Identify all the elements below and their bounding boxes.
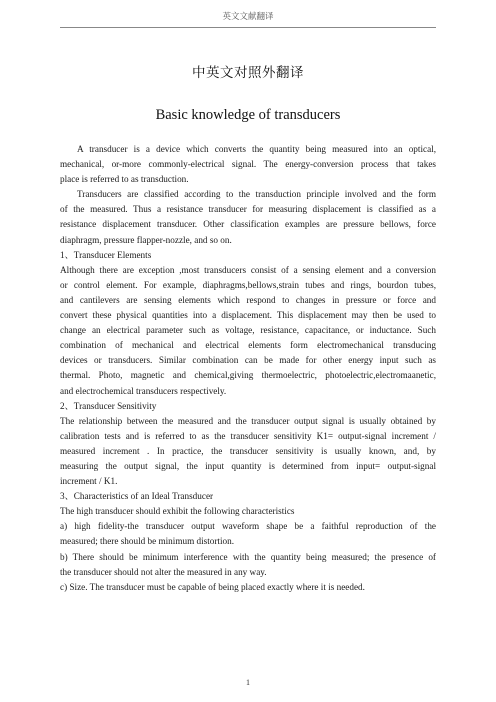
text-line: mechanical, or-more commonly-electrical signal. The energy-conversion process that takes <box>60 159 436 170</box>
heading-ideal-transducer <box>60 489 436 504</box>
section-title: Basic knowledge of transducers <box>155 107 341 123</box>
text-line: increment / K1. <box>60 476 118 487</box>
list-item-c: c) Size. The transducer must be capable of being placed exactly where it is needed. <box>60 581 365 592</box>
subsection-heading: 3、Characteristics of an Ideal Transducer <box>60 491 214 502</box>
text-line: place is referred to as transduction. <box>60 174 189 185</box>
text-line: measured; there should be minimum distortion. <box>60 536 235 547</box>
heading-transducer-sensitivity <box>60 399 436 414</box>
list-item-a: a) high fidelity-the transducer output waveform shape be a faithful reproduction of the <box>60 521 436 532</box>
text-line: The relationship between the measured and the transducer output signal is usually obtained by <box>60 415 436 426</box>
text-line: A transducer is a device which converts the quantity being measured into an optical, <box>77 144 436 154</box>
paragraph-classification <box>60 187 436 247</box>
paragraph-intro <box>60 142 436 187</box>
text-line: devices or transducers. Similar combination can be made for other energy input such as <box>60 355 436 366</box>
text-line: diaphragm, pressure flapper-nozzle, and so on. <box>60 234 232 245</box>
document-body <box>60 142 436 595</box>
text-line: and cantilevers are sensing elements which respond to changes in pressure or force and <box>60 294 436 305</box>
text-line: resistance displacement transducer. Other classification examples are pressure bellows, force <box>60 219 436 230</box>
text-line: Although there are exception ,most transducers consist of a sensing element and a conversion <box>60 264 436 275</box>
text-line: and electrochemical transducers respectively. <box>60 385 227 396</box>
running-header: 英文文献翻译 <box>222 11 274 21</box>
text-line: thermal. Photo, magnetic and chemical,giving thermoelectric, photoelectric,electromaanetic, <box>60 370 436 381</box>
paragraph-transducer-sensitivity <box>60 414 436 489</box>
subsection-heading: 1、Transducer Elements <box>60 249 152 260</box>
text-line: change an electrical parameter such as voltage, resistance, capacitance, or inductance. Such <box>60 325 436 336</box>
text-line: or control element. For example, diaphragms,bellows,strain tubes and rings, bourdon tubes, <box>60 279 436 290</box>
text-line: Transducers are classified according to the transduction principle involved and the form <box>77 189 436 200</box>
text-line: The high transducer should exhibit the following characteristics <box>60 506 295 517</box>
paragraph-ideal-transducer <box>60 504 436 595</box>
page-number: 1 <box>246 678 250 687</box>
text-line: convert these physical quantities into a displacement. This displacement may then be used to <box>60 310 436 321</box>
list-item-b: b) There should be minimum interference with the quantity being measured; the presence of <box>60 551 436 562</box>
text-line: measured increment . In practice, the transducer sensitivity is usually known, and, by <box>60 445 436 456</box>
document-title: 中英文对照外翻译 <box>192 65 304 81</box>
text-line: of the measured. Thus a resistance transducer for measuring displacement is classified as a <box>60 204 436 215</box>
text-line: calibration tests and is referred to as the transducer sensitivity K1= output-signal increment / <box>60 430 436 441</box>
header-divider <box>60 27 436 28</box>
subsection-heading: 2、Transducer Sensitivity <box>60 400 157 411</box>
text-line: measuring the output signal, the input quantity is determined from input= output-signal <box>60 460 436 471</box>
text-line: the transducer should not alter the measured in any way. <box>60 566 267 577</box>
heading-transducer-elements <box>60 248 436 263</box>
text-line: combination of mechanical and electrical elements form electromechanical transducing <box>60 340 436 351</box>
paragraph-transducer-elements <box>60 263 436 399</box>
